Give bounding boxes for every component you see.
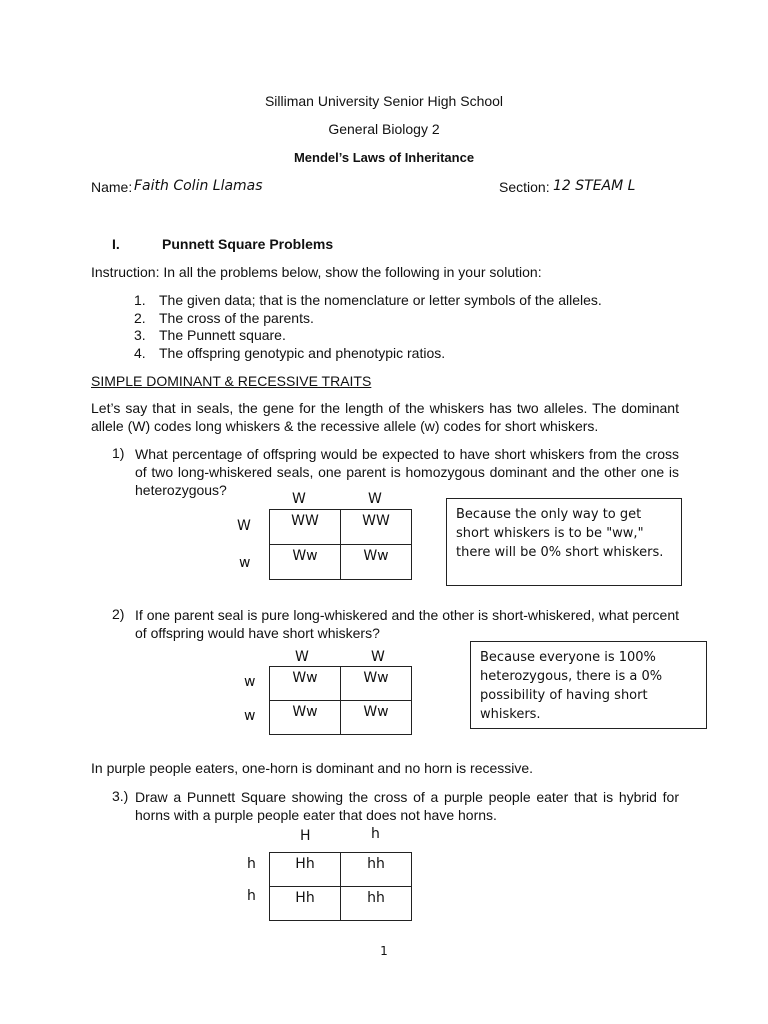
section-subheading: SIMPLE DOMINANT & RECESSIVE TRAITS [91, 373, 372, 389]
q1-col-label: W [368, 491, 382, 507]
list-text: The offspring genotypic and phenotypic ratios. [159, 345, 446, 361]
list-number: 2. [134, 310, 146, 326]
q2-answer-box: Because everyone is 100% heterozygous, there is a 0% possibility of having short whiskers. [470, 641, 707, 729]
table-row [270, 510, 412, 545]
q3-number: 3.) [112, 788, 129, 804]
q2-row-label: w [244, 708, 256, 724]
list-number: 4. [134, 345, 146, 361]
section-value: 12 STEAM L [553, 178, 636, 194]
punnett-cell: Ww [341, 545, 412, 580]
q1-row-label: w [239, 555, 251, 571]
q3-col-label: h [371, 826, 380, 842]
name-label: Name: [91, 179, 133, 195]
punnett-cell: hh [341, 853, 412, 887]
q1-row-label: W [237, 518, 251, 534]
punnett-cell: Ww [270, 667, 341, 701]
list-text: The Punnett square. [159, 327, 286, 343]
q2-punnett-square [269, 666, 412, 735]
table-row [270, 887, 412, 921]
q2-row-label: w [244, 674, 256, 690]
punnett-cell: Hh [270, 853, 341, 887]
q3-col-label: H [300, 828, 311, 844]
q2-col-label: W [371, 649, 385, 665]
q2-number: 2) [112, 606, 125, 622]
table-row [270, 853, 412, 887]
q3-punnett-square [269, 852, 412, 921]
section-label: Section: [499, 179, 550, 195]
part-heading: Punnett Square Problems [162, 236, 334, 252]
punnett-cell: hh [341, 887, 412, 921]
q3-row-label: h [247, 856, 256, 872]
q3-row-label: h [247, 888, 256, 904]
table-row [270, 545, 412, 580]
course-name: General Biology 2 [328, 121, 440, 137]
school-name: Silliman University Senior High School [264, 93, 504, 109]
seal-intro: Let’s say that in seals, the gene for the length of the whiskers has two alleles. The dominant allele (W) codes long whiskers & the recessive allele (w) codes for short whiskers. [91, 400, 679, 434]
q1-col-label: W [292, 491, 306, 507]
document-title: Mendel’s Laws of Inheritance [293, 150, 475, 165]
list-text: The given data; that is the nomenclature or letter symbols of the alleles. [159, 292, 602, 308]
punnett-cell: Ww [270, 545, 341, 580]
list-number: 3. [134, 327, 146, 343]
q2-text: If one parent seal is pure long-whiskered and the other is short-whiskered, what percent of offspring would have short whiskers? [135, 607, 679, 641]
punnett-cell: Ww [341, 667, 412, 701]
punnett-cell: WW [341, 510, 412, 545]
q1-number: 1) [112, 445, 125, 461]
punnett-cell: WW [270, 510, 341, 545]
q1-punnett-square [269, 509, 412, 580]
list-text: The cross of the parents. [159, 310, 314, 326]
list-number: 1. [134, 292, 146, 308]
punnett-cell: Hh [270, 887, 341, 921]
part-numeral: I. [112, 236, 120, 252]
table-row [270, 667, 412, 701]
table-row [270, 701, 412, 735]
page-number: 1 [380, 944, 388, 958]
purple-intro: In purple people eaters, one-horn is dominant and no horn is recessive. [91, 760, 534, 776]
q1-text: What percentage of offspring would be expected to have short whiskers from the cross of two long-whiskered seals, one parent is homozygous dominant and the other one is heterozygous? [135, 446, 679, 498]
q1-answer-box: Because the only way to get short whiskers is to be "ww," there will be 0% short whiskers. [446, 498, 682, 586]
punnett-cell: Ww [341, 701, 412, 735]
punnett-cell: Ww [270, 701, 341, 735]
instruction: Instruction: In all the problems below, show the following in your solution: [91, 264, 542, 280]
q3-text: Draw a Punnett Square showing the cross of a purple people eater that is hybrid for horns with a purple people eater that does not have horns. [135, 789, 679, 823]
q2-col-label: W [295, 649, 309, 665]
name-value: Faith Colin Llamas [134, 178, 263, 194]
